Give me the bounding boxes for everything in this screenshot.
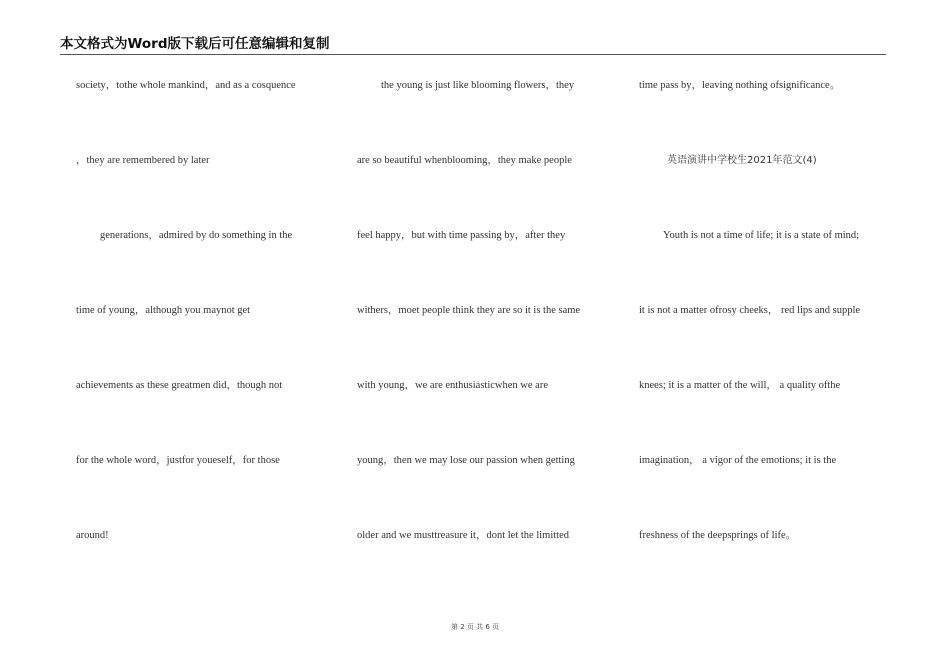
- text-column-3: [639, 0, 899, 672]
- document-header-title: 本文格式为Word版下载后可任意编辑和复制: [60, 36, 330, 52]
- column-1-line-4: time of young，although you maynot get: [76, 305, 251, 316]
- column-1-line-1: society，tothe whole mankind，and as a cosquence: [76, 80, 296, 91]
- column-1-line-3: generations，admired by do something in the: [100, 230, 293, 241]
- column-1-line-6: for the whole word，justfor youeself，for those: [76, 455, 280, 466]
- column-3-line-4: it is not a matter ofrosy cheeks， red lips and supple: [639, 305, 861, 316]
- column-3-line-1: time pass by，leaving nothing ofsignificance。: [639, 80, 841, 91]
- column-2-line-4: withers，moet people think they are so it is the same: [357, 305, 581, 316]
- column-1-line-7: around!: [76, 530, 109, 541]
- column-2-line-1: the young is just like blooming flowers，they: [381, 80, 575, 91]
- column-1-line-5: achievements as these greatmen did，though not: [76, 380, 283, 391]
- column-3-line-7: freshness of the deepsprings of life。: [639, 530, 797, 541]
- column-2-line-6: young，then we may lose our passion when getting: [357, 455, 575, 466]
- column-2-line-3: feel happy，but with time passing by，after they: [357, 230, 566, 241]
- column-1-line-2: ，they are remembered by later: [76, 155, 210, 166]
- column-2-line-7: older and we musttreasure it，dont let the limitted: [357, 530, 569, 541]
- text-column-1: [76, 0, 336, 672]
- column-2-line-5: with young，we are enthusiasticwhen we are: [357, 380, 548, 391]
- column-3-line-5: knees; it is a matter of the will， a quality ofthe: [639, 380, 841, 391]
- section-heading: 英语演讲中学校生2021年范文(4): [667, 155, 817, 166]
- column-2-line-2: are so beautiful whenblooming，they make people: [357, 155, 572, 166]
- page-number-footer: 第 2 页 共 6 页: [450, 623, 500, 631]
- text-column-2: [357, 0, 617, 672]
- column-3-line-3: Youth is not a time of life; it is a state of mind;: [663, 230, 860, 241]
- column-3-line-6: imagination， a vigor of the emotions; it is the: [639, 455, 837, 466]
